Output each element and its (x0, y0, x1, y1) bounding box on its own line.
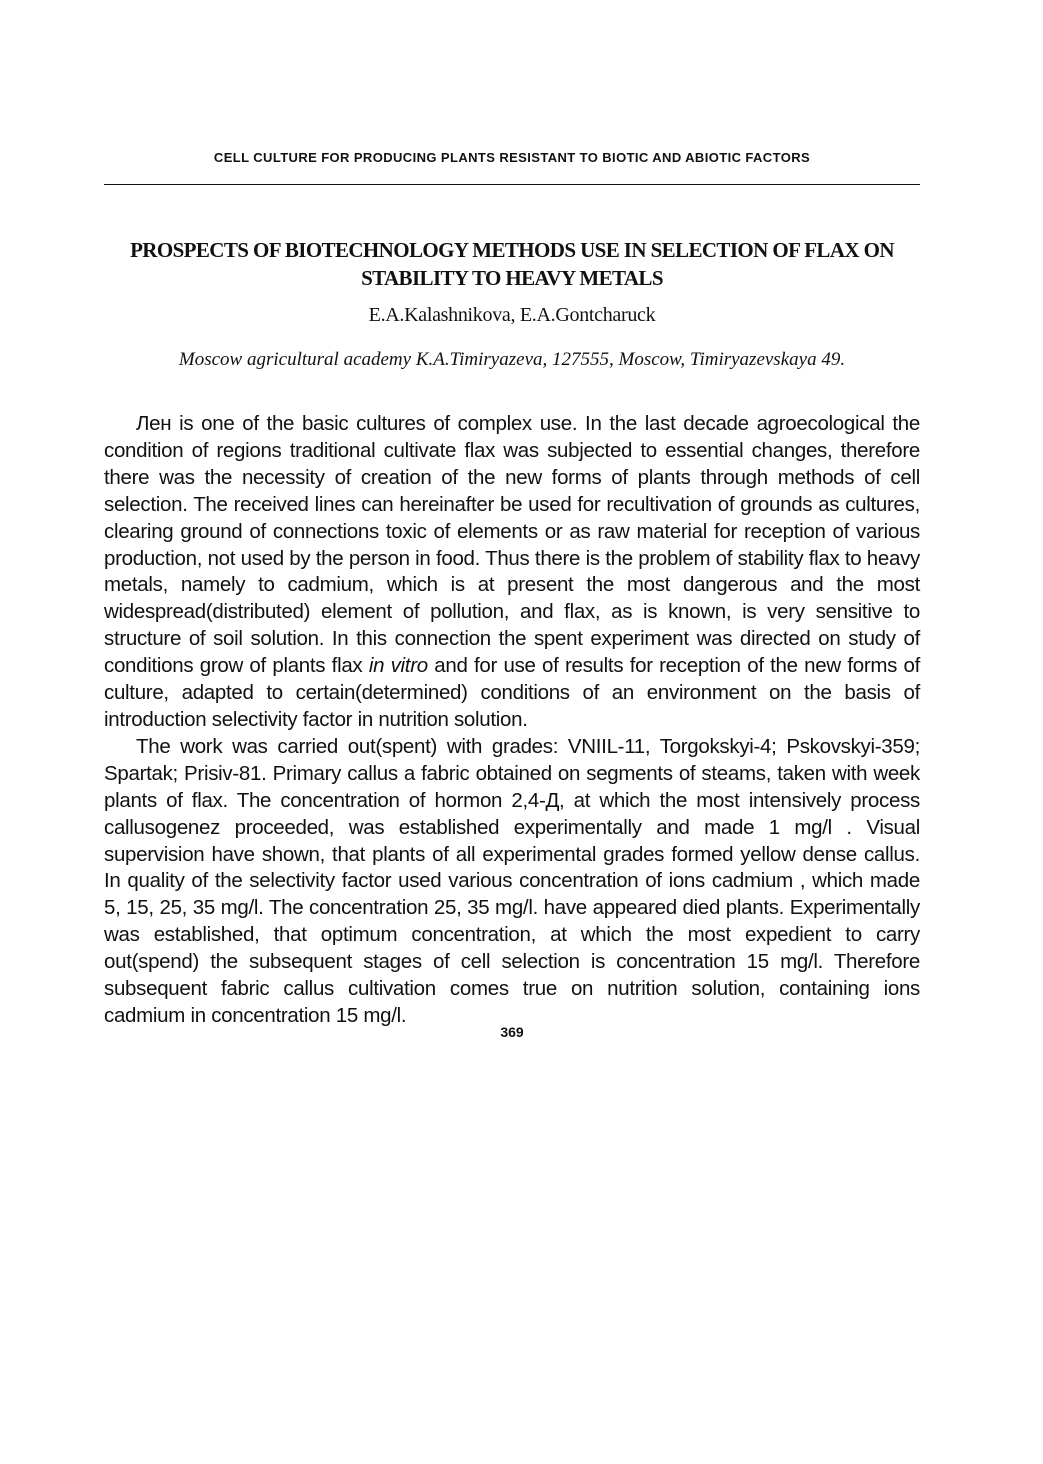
authors: E.A.Kalashnikova, E.A.Gontcharuck (368, 304, 656, 326)
affiliation: Moscow agricultural academy K.A.Timiryazeva, 127555, Moscow, Timiryazevskaya 49. (178, 349, 846, 370)
paragraph-1-text-end: and for use of results for reception of the new forms of culture, adapted to certain(determined) conditions of an environment on the basis of introduction selectivity factor in nutrition solution. (104, 654, 920, 731)
running-head: CELL CULTURE FOR PRODUCING PLANTS RESISTANT TO BIOTIC AND ABIOTIC FACTORS (213, 150, 811, 165)
body-paragraph-2: The work was carried out(spent) with grades: VNIIL-11, Torgokskyi-4; Pskovskyi-359; Spartak; Prisiv-81. Primary callus a fabric obtained on segments of steams, taken with week plants of flax. The concentration of hormon 2,4-Д, at which the most intensively process callusogenez proceeded, was established experimentally and made 1 mg/l . Visual supervision have shown, that plants of all experimental grades formed yellow dense callus. In quality of the selectivity factor used various concentration of ions cadmium , which made 5, 15, 25, 35 mg/l. The concentration 25, 35 mg/l. have appeared died plants. Experimentally was established, that optimum concentration, at which the most expedient to carry out(spend) the subsequent stages of cell selection is concentration 15 mg/l. Therefore subsequent fabric callus cultivation comes true on nutrition solution, containing ions cadmium in concentration 15 mg/l. (104, 734, 920, 1027)
article-body (104, 411, 920, 1030)
header-rule (104, 184, 920, 185)
body-paragraph-1 (104, 411, 920, 734)
article-title: PROSPECTS OF BIOTECHNOLOGY METHODS USE IN SELECTION OF FLAX ON STABILITY TO HEAVY METALS (130, 238, 894, 290)
in-vitro-term: in vitro (368, 654, 428, 678)
page-number: 369 (500, 1024, 524, 1040)
paragraph-1-text-start: Лен is one of the basic cultures of complex use. In the last decade agroecological the condition of regions traditional cultivate flax was subjected to essential changes, therefore there was the necessity of creation of the new forms of plants through methods of cell selection. The received lines can hereinafter be used for recultivation of grounds as cultures, clearing ground of connections toxic of elements or as raw material for reception of various production, not used by the person in food. Thus there is the problem of stability flax to heavy metals, namely to cadmium, which is at present the most dangerous and the most widespread(distributed) element of pollution, and flax, as is known, is very sensitive to structure of soil solution. In this connection the spent experiment was directed on study of conditions grow of plants flax (104, 412, 920, 678)
